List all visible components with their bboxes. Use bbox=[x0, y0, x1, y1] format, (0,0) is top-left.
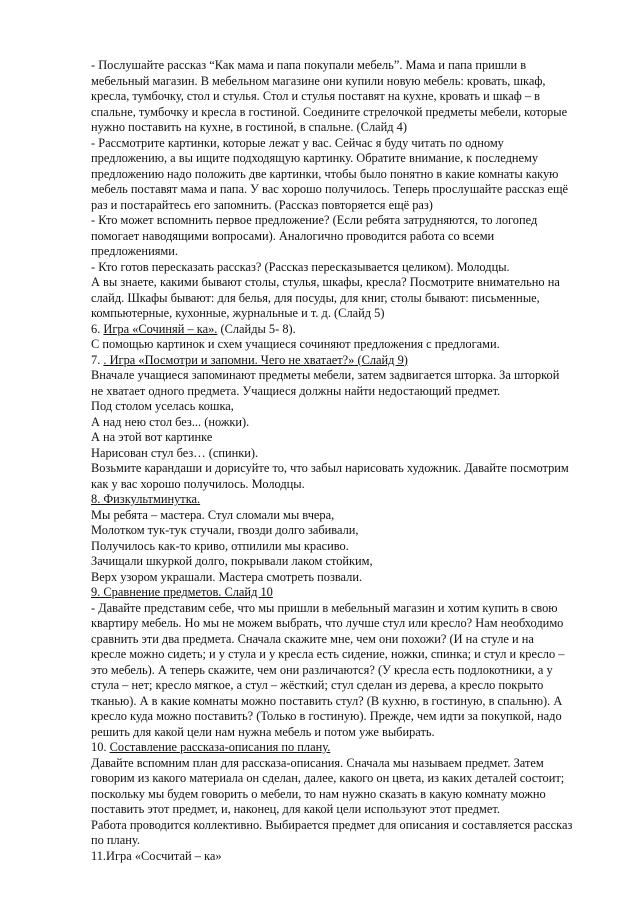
heading-suffix: (Слайды 5- 8). bbox=[217, 321, 296, 336]
text-line: сравнить эти два предмета. Сначала скажите мне, чем они похожи? (И на стуле и на bbox=[91, 631, 534, 646]
section-11 bbox=[91, 849, 601, 865]
text-line: стула – нет; кресло мягкое, а стул – жёсткий; стул сделан из дерева, а кресло покрыто bbox=[91, 678, 544, 692]
heading-prefix: 10. bbox=[91, 740, 110, 754]
heading-prefix: 6. bbox=[91, 321, 104, 336]
text-line: С помощью картинок и схем учащиеся сочиняют предложения с предлогами. bbox=[91, 337, 500, 351]
section-9 bbox=[91, 585, 601, 740]
section-8 bbox=[91, 492, 601, 585]
text-line: кресла, тумбочку, стол и стулья. Стол и стулья поставят на кухне, кровать и шкаф – в bbox=[91, 89, 540, 103]
text-line: - Рассмотрите картинки, которые лежат у вас. Сейчас я буду читать по одному bbox=[91, 135, 504, 150]
section-10 bbox=[91, 740, 601, 849]
heading-prefix: 7. bbox=[91, 352, 104, 367]
text-line: это мебель). А теперь скажите, чем они различаются? (У кресла есть подлокотники, а у bbox=[91, 662, 553, 677]
text-line: решить для какой цели нам нужна мебель и потом уже выбирать. bbox=[91, 724, 435, 739]
text-line: предложениями. bbox=[91, 244, 178, 258]
text-line: предложению надо положить две картинки, чтобы было понятно в какие комнаты какую bbox=[91, 166, 559, 181]
text-line: А вы знаете, какими бывают столы, стулья, шкафы, кресла? Посмотрите внимательно на bbox=[91, 275, 560, 289]
text-line: Нарисован стул без… (спинки). bbox=[91, 445, 259, 460]
text-line: Зачищали шкуркой долго, покрывали лаком стойким, bbox=[91, 554, 373, 568]
text-line: Под столом уселась кошка, bbox=[91, 399, 234, 413]
text-line: - Кто может вспомнить первое предложение? (Если ребята затрудняются, то логопед bbox=[91, 213, 538, 227]
text-line: слайд. Шкафы бывают: для белья, для посуды, для книг, столы бывают: письменные, bbox=[91, 290, 540, 305]
text-line: Молотком тук-тук стучали, гвозди долго забивали, bbox=[91, 523, 359, 537]
text-line: раз и постарайтесь его запомнить. (Рассказ повторяется ещё раз) bbox=[91, 197, 433, 212]
text-line: кресле можно сидеть; и у стула и у кресла есть сидение, ножки, спинка; и стул и кресло – bbox=[91, 647, 565, 661]
text-line: не хватает одного предмета. Учащиеся должны найти недостающий предмет. bbox=[91, 383, 501, 398]
heading-title: Составление рассказа-описания по плану. bbox=[109, 740, 331, 754]
text-line: нужно поставить на кухне, в гостиной, в спальне. (Слайд 4) bbox=[91, 120, 407, 134]
text-line: помогает наводящими вопросами). Аналогично проводится работа со всеми bbox=[91, 228, 495, 243]
text-line: Мы ребята – мастера. Стул сломали мы вчера, bbox=[91, 507, 335, 522]
text-line: Возьмите карандаши и дорисуйте то, что забыл нарисовать художник. Давайте посмотрим bbox=[91, 461, 569, 475]
section-heading bbox=[91, 740, 601, 756]
text-line: предложению, а вы ищите подходящую картинку. Обратите внимание, к последнему bbox=[91, 151, 539, 165]
text-line: кресло куда можно поставить? (Только в гостиную). Прежде, чем идти за покупкой, надо bbox=[91, 709, 562, 723]
text-line: Верх узором украшали. Мастера смотреть позвали. bbox=[91, 569, 363, 584]
text-line: Вначале учащиеся запоминают предметы мебели, затем задвигается шторка. За шторкой bbox=[91, 368, 560, 382]
section-heading bbox=[91, 322, 601, 338]
paragraph-retell bbox=[91, 260, 601, 322]
text-line: - Кто готов пересказать рассказ? (Рассказ пересказывается целиком). Молодцы. bbox=[91, 259, 510, 274]
heading-title: . Игра «Посмотри и запомни. Чего не хватает?» bbox=[103, 352, 355, 367]
section-6 bbox=[91, 322, 601, 353]
text-line: мебель поставят мама и папа. У вас хорошо получилось. Теперь прослушайте рассказ ещё bbox=[91, 182, 568, 196]
text-line: тканью). А в какие комнаты можно поставить стул? (В кухню, в гостиную, в спальню). А bbox=[91, 693, 563, 708]
text-line: по плану. bbox=[91, 833, 140, 847]
text-line: А над нею стол без... (ножки). bbox=[91, 414, 250, 429]
text-line: Работа проводится коллективно. Выбирается предмет для описания и составляется рассказ bbox=[91, 817, 573, 832]
heading-title: 9. Сравнение предметов. Слайд 10 bbox=[91, 585, 273, 599]
paragraph-pictures bbox=[91, 136, 601, 214]
heading-title: Игра «Сочиняй – ка». bbox=[103, 321, 218, 336]
text-line: компьютерные, кухонные, журнальные и т. д. (Слайд 5) bbox=[91, 306, 385, 320]
heading-title: 8. Физкультминутка. bbox=[91, 492, 201, 506]
document-page bbox=[91, 58, 601, 864]
text-line: - Послушайте рассказ “Как мама и папа покупали мебель”. Мама и папа пришли в bbox=[91, 58, 527, 72]
text-line: спальне, тумбочку и кресла в гостиной. Соедините стрелочкой предметы мебели, которые bbox=[91, 104, 568, 119]
section-heading bbox=[91, 353, 601, 369]
paragraph-first-sentence bbox=[91, 213, 601, 260]
paragraph-story-intro bbox=[91, 58, 601, 136]
section-heading bbox=[91, 492, 601, 508]
text-line: Давайте вспомним план для рассказа-описания. Сначала мы называем предмет. Затем bbox=[91, 755, 544, 770]
section-heading: 11.Игра «Сосчитай – ка» bbox=[91, 848, 222, 863]
text-line: А на этой вот картинке bbox=[91, 430, 213, 444]
heading-suffix: (Слайд 9) bbox=[354, 352, 408, 367]
section-7 bbox=[91, 353, 601, 493]
text-line: Получилось как-то криво, отпилили мы красиво. bbox=[91, 538, 349, 553]
text-line: поскольку мы будем говорить о мебели, то нам нужно сказать в какую комнату можно bbox=[91, 786, 546, 801]
text-line: говорим из какого материала он сделан, далее, какого он цвета, из каких деталей состоит; bbox=[91, 771, 565, 785]
text-line: мебельный магазин. В мебельном магазине они купили новую мебель: кровать, шкаф, bbox=[91, 73, 546, 88]
text-line: как у вас хорошо получилось. Молодцы. bbox=[91, 476, 305, 491]
section-heading bbox=[91, 585, 601, 601]
text-line: поставить этот предмет, и, наконец, для какой цели используют этот предмет. bbox=[91, 802, 500, 816]
text-line: - Давайте представим себе, что мы пришли в мебельный магазин и хотим купить в свою bbox=[91, 600, 558, 615]
text-line: квартиру мебель. Но мы не можем выбрать, что лучше стул или кресло? Нам необходимо bbox=[91, 616, 564, 630]
